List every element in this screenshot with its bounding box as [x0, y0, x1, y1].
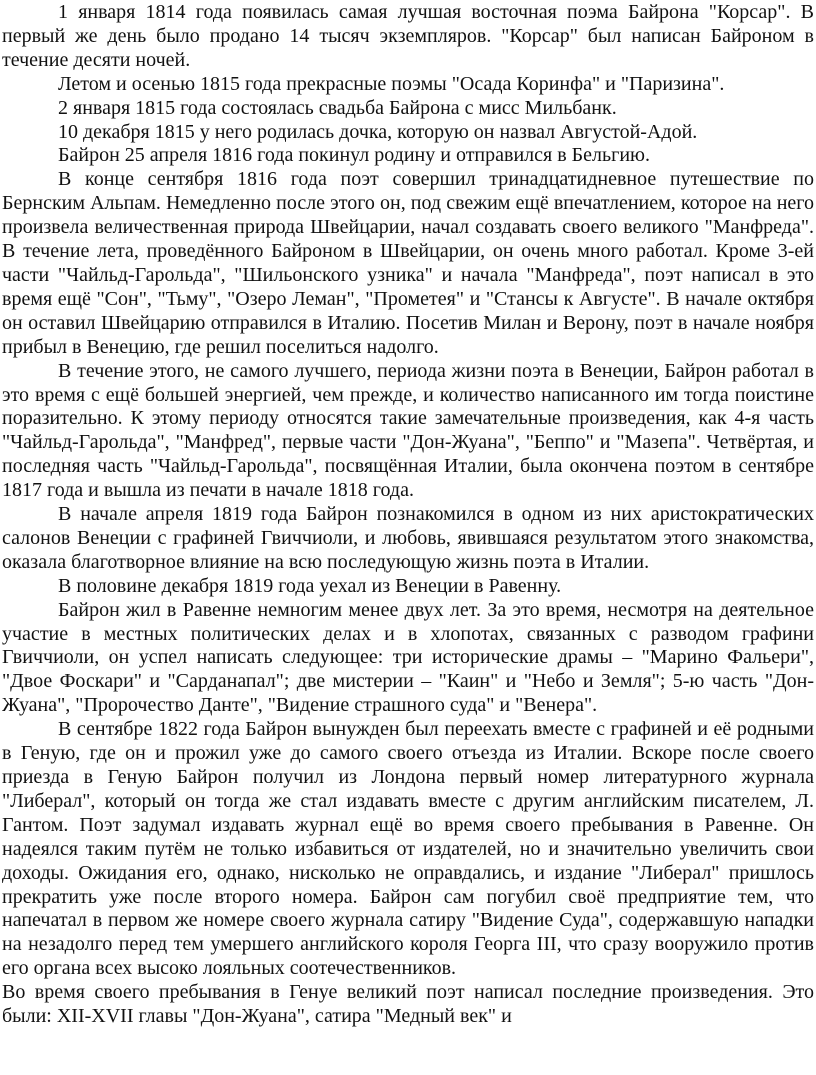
paragraph-corsair: 1 января 1814 года появилась самая лучшая восточная поэма Байрона "Корсар". В первый же день было продано 14 тысяч экземпляров. "Корсар" был написан Байроном в течение десяти ночей.	[2, 1, 814, 71]
paragraph-wedding: 2 января 1815 года состоялась свадьба Байрона с мисс Мильбанк.	[58, 96, 617, 119]
paragraph-1815-poems: Летом и осенью 1815 года прекрасные поэмы "Осада Коринфа" и "Паризина".	[58, 72, 725, 95]
paragraph-genoa: В сентябре 1822 года Байрон вынужден был переехать вместе с графиней и её родными в Геную, где он и прожил уже до самого своего отъезда из Италии. Вскоре после своего приезда в Геную Байрон получил из Лондона первый номер литературного журнала "Либерал", который он тогда же стал издавать вместе с другим английским писателем, Л. Гантом. Поэт задумал издавать журнал ещё во время своего пребывания в Равенне. Он надеялся таким путём не только избавиться от издателей, но и значительно увеличить свои доходы. Ожидания его, однако, нисколько не оправдались, и издание "Либерал" пришлось прекратить уже после второго номера. Байрон сам погубил своё предприятие тем, что напечатал в первом же номере своего журнала сатиру "Видение Суда", содержавшую нападки на незадолго перед тем умершего английского короля Георга III, что сразу вооружило против его органа всех высоко лояльных соотечественников.	[2, 718, 814, 980]
paragraph-guiccioli: В начале апреля 1819 года Байрон познакомился в одном из них аристократических салонов Венеции с графиней Гвиччиоли, и любовь, явившаяся результатом этого знакомства, оказала благотворное влияние на всю последующую жизнь поэта в Италии.	[2, 503, 814, 573]
paragraph-departure: Байрон 25 апреля 1816 года покинул родину и отправился в Бельгию.	[58, 144, 650, 167]
paragraph-last-works: Во время своего пребывания в Генуе великий поэт написал последние произведения. Это были: XII-XVII главы "Дон-Жуана", сатира "Медный век" и	[2, 981, 814, 1028]
paragraph-ravenna-move: В половине декабря 1819 года уехал из Венеции в Равенну.	[58, 574, 562, 597]
paragraph-switzerland: В конце сентября 1816 года поэт совершил тринадцатидневное путешествие по Бернским Альпам. Немедленно после этого он, под свежим ещё впечатлением, которое на него произвела величественная природа Швейцарии, начал создавать своего великого "Манфреда". В течение лета, проведённого Байроном в Швейцарии, он очень много работал. Кроме 3-ей части "Чайльд-Гарольда", "Шильонского узника" и начала "Манфреда", поэт написал в это время ещё "Сон", "Тьму", "Озеро Леман", "Прометея" и "Стансы к Августе". В начале октября он оставил Швейцарию отправился в Италию. Посетив Милан и Верону, поэт в начале ноября прибыл в Венецию, где решил поселиться надолго.	[2, 168, 814, 358]
paragraph-daughter: 10 декабря 1815 у него родилась дочка, которую он назвал Августой-Адой.	[58, 120, 698, 143]
document-body	[2, 1, 814, 1029]
paragraph-ravenna-works: Байрон жил в Равенне немногим менее двух лет. За это время, несмотря на деятельное участие в местных политических делах и в хлопотах, связанных с разводом графини Гвиччиоли, он успел написать следующее: три исторические драмы – "Марино Фальери", "Двое Фоскари" и "Сарданапал"; две мистерии – "Каин" и "Небо и Земля"; 5-ю часть "Дон-Жуана", "Пророчество Данте", "Видение страшного суда" и "Венера".	[2, 598, 814, 717]
paragraph-venice: В течение этого, не самого лучшего, периода жизни поэта в Венеции, Байрон работал в это время с ещё большей энергией, чем прежде, и количество написанного им тогда поистине поразительно. К этому периоду относятся такие замечательные произведения, как 4-я часть "Чайльд-Гарольда", "Манфред", первые части "Дон-Жуана", "Беппо" и "Мазепа". Четвёртая, и последняя часть "Чайльд-Гарольда", посвящённая Италии, была окончена поэтом в сентябре 1817 года и вышла из печати в начале 1818 года.	[2, 359, 814, 502]
